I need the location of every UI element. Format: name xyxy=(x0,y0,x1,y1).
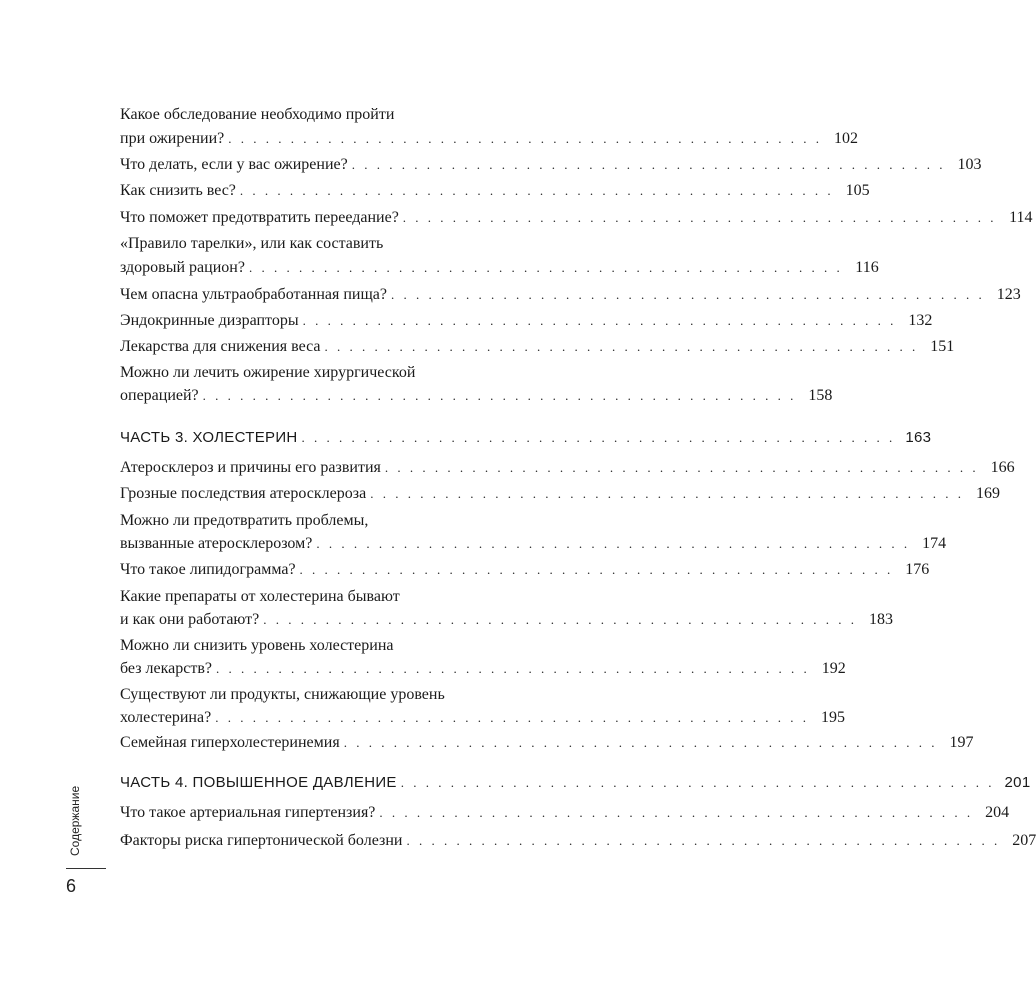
toc-page-number: 166 xyxy=(990,459,1015,476)
toc-page-number: 103 xyxy=(957,156,982,173)
toc-entry-title: при ожирении? xyxy=(120,130,225,147)
toc-entry-title: Что поможет предотвратить переедание? xyxy=(120,209,399,226)
toc-entry-title: вызванные атеросклерозом? xyxy=(120,535,313,552)
toc-entry[interactable] xyxy=(120,608,893,632)
toc-page-number: 169 xyxy=(975,485,1000,502)
dot-leader: . . . . . . . . . . . . . . . . . . . . . . . . . . . . . . . . . . . . . . . . . . . . . . . . xyxy=(343,735,938,750)
toc-page-number: 195 xyxy=(820,709,845,726)
toc-page-number: 201 xyxy=(1004,774,1031,791)
toc-entry[interactable] xyxy=(120,801,1010,825)
toc-page-number: 163 xyxy=(905,429,932,446)
toc-page-number: 176 xyxy=(905,561,930,578)
toc-entry-title-line: Какое обследование необходимо пройти xyxy=(120,106,395,123)
dot-leader: . . . . . . . . . . . . . . . . . . . . . . . . . . . . . . . . . . . . . . . . . . . . . . . . xyxy=(391,287,985,302)
toc-entry-title: Как снизить вес? xyxy=(120,182,236,199)
running-section-label: Содержание xyxy=(68,785,82,856)
toc-entry-title: Эндокринные дизрапторы xyxy=(120,312,299,329)
toc-page-number: 123 xyxy=(996,286,1021,303)
toc-entry[interactable] xyxy=(120,206,1033,230)
toc-entry-title-line: Можно ли снизить уровень холестерина xyxy=(120,637,394,654)
part-title: ЧАСТЬ 4. ПОВЫШЕННОЕ ДАВЛЕНИЕ xyxy=(120,774,397,791)
dot-leader: . . . . . . . . . . . . . . . . . . . . . . . . . . . . . . . . . . . . . . . . . . . . . . . . xyxy=(216,661,810,676)
toc-entry[interactable] xyxy=(120,657,846,681)
dot-leader: . . . . . . . . . . . . . . . . . . . . . . . . . . . . . . . . . . . . . . . . . . . . . . . . xyxy=(384,460,979,475)
toc-entry[interactable] xyxy=(120,482,1000,506)
margin-rule xyxy=(66,868,106,869)
toc-entry-title: Грозные последствия атеросклероза xyxy=(120,485,367,502)
toc-entry[interactable] xyxy=(120,731,974,755)
toc-entry[interactable] xyxy=(120,309,933,333)
toc-entry-title: Лекарства для снижения веса xyxy=(120,338,321,355)
toc-entry-title: и как они работают? xyxy=(120,611,260,628)
toc-entry-title: Что такое липидограмма? xyxy=(120,561,296,578)
toc-page-number: 183 xyxy=(869,611,893,628)
dot-leader: . . . . . . . . . . . . . . . . . . . . . . . . . . . . . . . . . . . . . . . . . . . . . . . . xyxy=(301,430,896,445)
dot-leader: . . . . . . . . . . . . . . . . . . . . . . . . . . . . . . . . . . . . . . . . . . . . . . . . xyxy=(379,805,974,820)
toc-entry[interactable] xyxy=(120,706,845,730)
toc-entry-title-line: Существуют ли продукты, снижающие уровень xyxy=(120,686,445,703)
toc-page-number: 132 xyxy=(908,312,933,329)
toc-entry-title-line: Можно ли лечить ожирение хирургической xyxy=(120,364,416,381)
toc-entry[interactable] xyxy=(120,127,858,151)
toc-entry-title: Семейная гиперхолестеринемия xyxy=(120,734,340,751)
toc-entry-title: Что такое артериальная гипертензия? xyxy=(120,804,376,821)
page-number: 6 xyxy=(66,876,77,896)
toc-entry[interactable] xyxy=(120,829,1036,853)
dot-leader: . . . . . . . . . . . . . . . . . . . . . . . . . . . . . . . . . . . . . . . . . . . . . . . . xyxy=(228,131,822,146)
dot-leader: . . . . . . . . . . . . . . . . . . . . . . . . . . . . . . . . . . . . . . . . . . . . . . . . xyxy=(299,562,894,577)
toc-entry[interactable] xyxy=(120,532,947,556)
dot-leader: . . . . . . . . . . . . . . . . . . . . . . . . . . . . . . . . . . . . . . . . . . . . . . . . xyxy=(202,388,797,403)
dot-leader: . . . . . . . . . . . . . . . . . . . . . . . . . . . . . . . . . . . . . . . . . . . . . . . . xyxy=(263,612,857,627)
toc-entry[interactable] xyxy=(120,335,955,359)
dot-leader: . . . . . . . . . . . . . . . . . . . . . . . . . . . . . . . . . . . . . . . . . . . . . . . . xyxy=(324,339,919,354)
toc-entry-title: холестерина? xyxy=(120,709,212,726)
toc-entry-title: Что делать, если у вас ожирение? xyxy=(120,156,348,173)
toc-entry[interactable] xyxy=(120,179,870,203)
toc-entry-title: Факторы риска гипертонической болезни xyxy=(120,832,403,849)
toc-entry-title: Чем опасна ультраобработанная пища? xyxy=(120,286,388,303)
toc-page-number: 151 xyxy=(930,338,955,355)
toc-entry[interactable] xyxy=(120,384,833,408)
toc-entry[interactable] xyxy=(120,283,1021,307)
dot-leader: . . . . . . . . . . . . . . . . . . . . . . . . . . . . . . . . . . . . . . . . . . . . . . . . xyxy=(370,486,964,501)
toc-page-number: 174 xyxy=(922,535,947,552)
toc-page-number: 197 xyxy=(949,734,974,751)
toc-entry-title: здоровый рацион? xyxy=(120,259,245,276)
dot-leader: . . . . . . . . . . . . . . . . . . . . . . . . . . . . . . . . . . . . . . . . . . . . . . . . xyxy=(316,536,911,551)
dot-leader: . . . . . . . . . . . . . . . . . . . . . . . . . . . . . . . . . . . . . . . . . . . . . . . . xyxy=(351,157,946,172)
toc-part-heading[interactable] xyxy=(120,771,1031,795)
dot-leader: . . . . . . . . . . . . . . . . . . . . . . . . . . . . . . . . . . . . . . . . . . . . . . . . xyxy=(239,183,834,198)
toc-page-number: 102 xyxy=(833,130,858,147)
toc-page-number: 116 xyxy=(855,259,879,276)
toc-entry-title: Атеросклероз и причины его развития xyxy=(120,459,381,476)
dot-leader: . . . . . . . . . . . . . . . . . . . . . . . . . . . . . . . . . . . . . . . . . . . . . . . . xyxy=(406,833,1001,848)
dot-leader: . . . . . . . . . . . . . . . . . . . . . . . . . . . . . . . . . . . . . . . . . . . . . . . . xyxy=(402,210,997,225)
toc-page-number: 114 xyxy=(1009,209,1033,226)
toc-entry-title-line: Можно ли предотвратить проблемы, xyxy=(120,512,369,529)
toc-page-number: 105 xyxy=(845,182,870,199)
toc-page-number: 204 xyxy=(985,804,1010,821)
toc-page-number: 207 xyxy=(1012,832,1036,849)
toc-entry[interactable] xyxy=(120,456,1015,480)
dot-leader: . . . . . . . . . . . . . . . . . . . . . . . . . . . . . . . . . . . . . . . . . . . . . . . . xyxy=(302,313,897,328)
toc-entry[interactable] xyxy=(120,153,982,177)
dot-leader: . . . . . . . . . . . . . . . . . . . . . . . . . . . . . . . . . . . . . . . . . . . . . . . . xyxy=(215,710,809,725)
toc-entry-title-line: «Правило тарелки», или как составить xyxy=(120,235,384,252)
toc-page-number: 158 xyxy=(808,387,833,404)
toc-entry-title-line: Какие препараты от холестерина бывают xyxy=(120,588,400,605)
toc-page-number: 192 xyxy=(821,660,846,677)
toc-entry-title: без лекарств? xyxy=(120,660,213,677)
toc-entry-title: операцией? xyxy=(120,387,199,404)
toc-entry[interactable] xyxy=(120,256,879,280)
toc-entry[interactable] xyxy=(120,558,930,582)
dot-leader: . . . . . . . . . . . . . . . . . . . . . . . . . . . . . . . . . . . . . . . . . . . . . . . . xyxy=(248,260,843,275)
toc-part-heading[interactable] xyxy=(120,426,932,450)
part-title: ЧАСТЬ 3. ХОЛЕСТЕРИН xyxy=(120,429,298,446)
dot-leader: . . . . . . . . . . . . . . . . . . . . . . . . . . . . . . . . . . . . . . . . . . . . . . . . xyxy=(400,775,995,790)
